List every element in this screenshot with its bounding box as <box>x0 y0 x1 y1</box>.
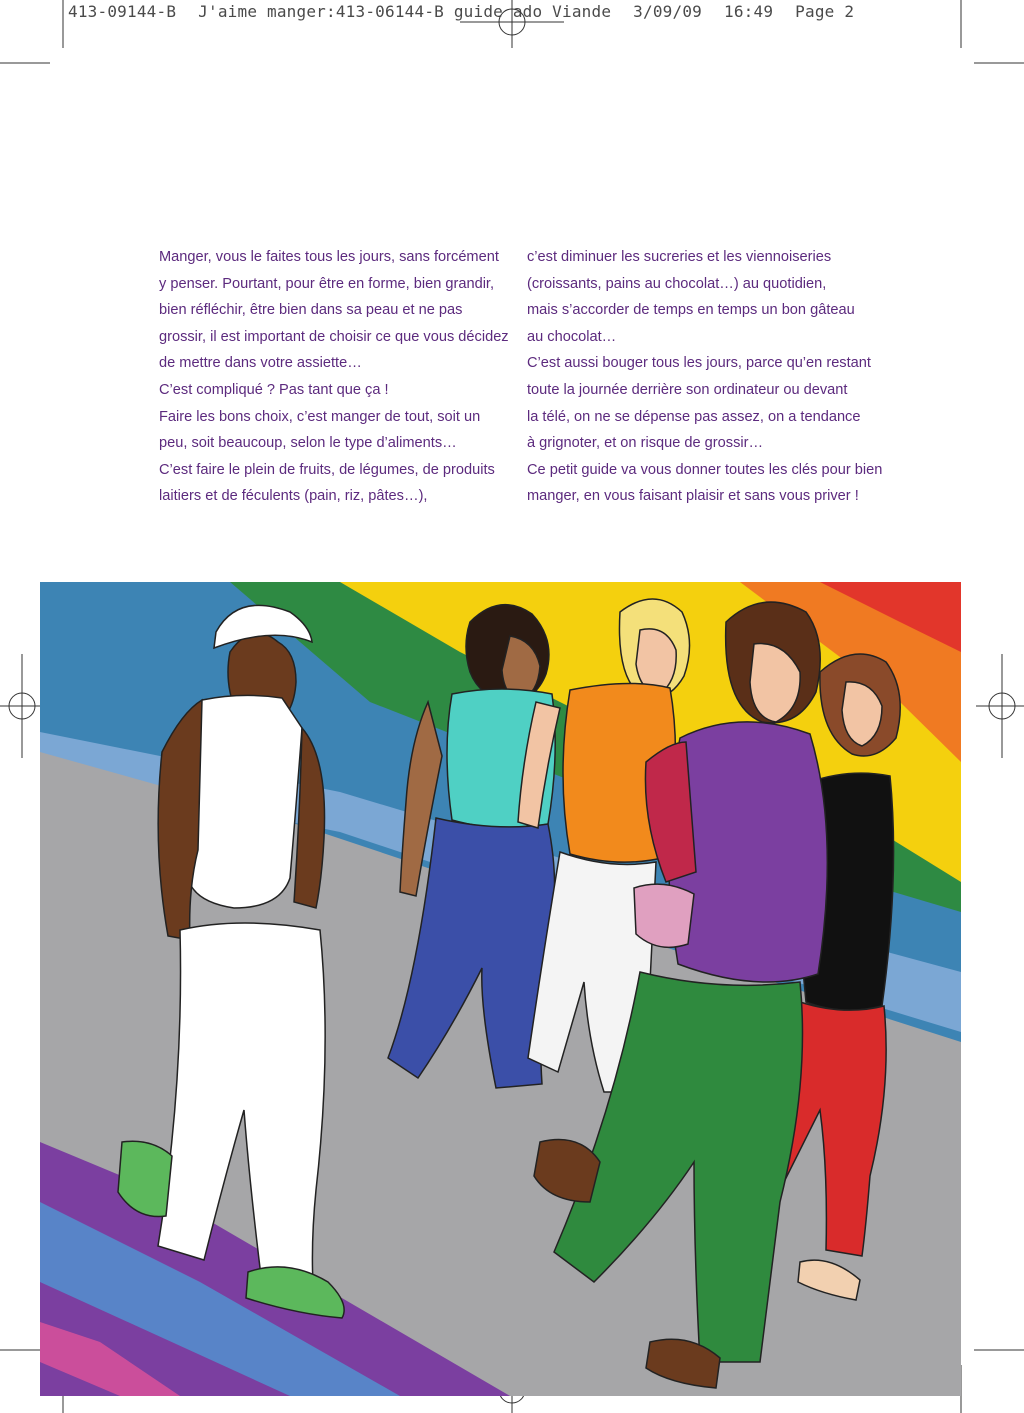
intro-text-line: mais s’accorder de temps en temps un bon gâteau <box>527 302 855 319</box>
intro-text-line: Manger, vous le faites tous les jours, sans forcément <box>159 249 499 265</box>
intro-text-line: C’est faire le plein de fruits, de légumes, de produits <box>159 461 495 478</box>
intro-text-line: Faire les bons choix, c’est manger de tout, soit un <box>159 408 481 425</box>
intro-text-line: grossir, il est important de choisir ce que vous décidez <box>159 328 509 345</box>
printer-slug <box>68 2 876 21</box>
intro-text-line: manger, en vous faisant plaisir et sans vous priver ! <box>527 488 859 505</box>
slug-time: 16:49 <box>724 2 774 21</box>
slug-page: Page 2 <box>795 2 855 21</box>
intro-text-line: y penser. Pourtant, pour être en forme, bien grandir, <box>159 275 495 292</box>
teens-walking-illustration <box>40 582 961 1396</box>
intro-text-line: bien réfléchir, être bien dans sa peau et ne pas <box>159 302 463 319</box>
intro-text-line: de mettre dans votre assiette… <box>159 355 362 372</box>
slug-date: 3/09/09 <box>633 2 702 21</box>
intro-text-line: c’est diminuer les sucreries et les viennoiseries <box>527 249 832 265</box>
intro-text-line: C’est compliqué ? Pas tant que ça ! <box>159 381 389 398</box>
intro-text-line: au chocolat… <box>527 328 617 345</box>
intro-text-line: (croissants, pains au chocolat…) au quotidien, <box>527 275 827 292</box>
intro-text-line: la télé, on ne se dépense pas assez, on a tendance <box>527 408 861 425</box>
intro-text-right-column <box>527 244 887 510</box>
registration-mark-right <box>976 654 1024 758</box>
intro-text-line: laitiers et de féculents (pain, riz, pâtes…), <box>159 488 428 505</box>
slug-file-name: J'aime manger:413-06144-B guide ado Viande <box>198 2 612 21</box>
intro-text-line: à grignoter, et on risque de grossir… <box>527 435 764 452</box>
intro-text-line: peu, soit beaucoup, selon le type d’aliments… <box>159 435 457 452</box>
slug-job-id: 413-09144-B <box>68 2 177 21</box>
intro-text-line: toute la journée derrière son ordinateur ou devant <box>527 381 848 398</box>
intro-text-left-column <box>159 244 519 510</box>
intro-text-line: Ce petit guide va vous donner toutes les clés pour bien <box>527 461 883 478</box>
intro-text-line: C’est aussi bouger tous les jours, parce qu’en restant <box>527 355 871 372</box>
